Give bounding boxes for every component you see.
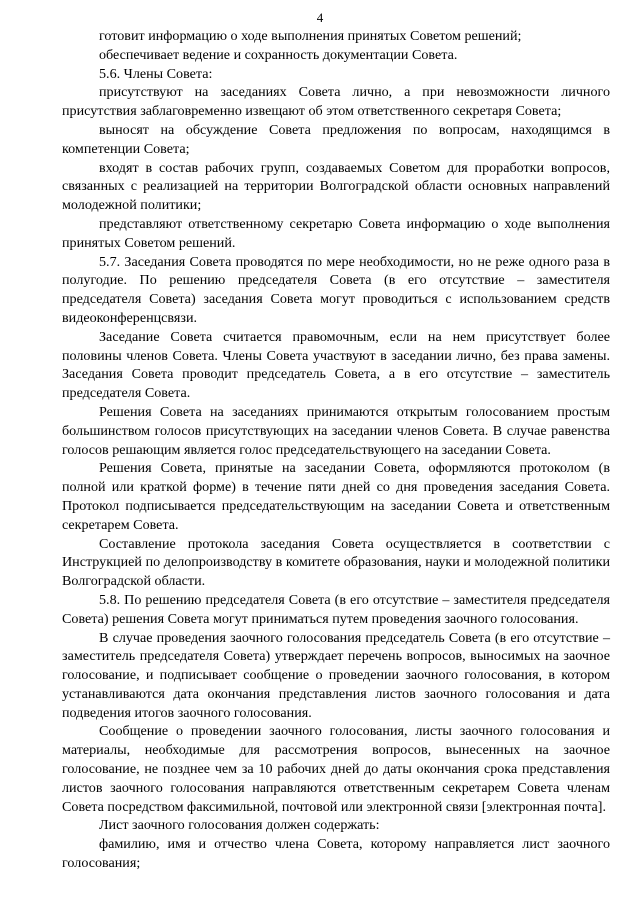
paragraph: готовит информацию о ходе выполнения принятых Советом решений;: [99, 28, 522, 44]
paragraph: выносят на обсуждение Совета предложения по вопросам, находящимся в компетенции Совета;: [62, 121, 610, 157]
document-body: [62, 27, 610, 873]
paragraph: Лист заочного голосования должен содержать:: [99, 817, 380, 834]
section-heading: 5.6. Члены Совета:: [99, 65, 213, 82]
paragraph: Заседание Совета считается правомочным, если на нем присутствует более половины членов Совета. Члены Совета участвуют в заседании лично, без права замены. Заседания Совета проводит председатель Совета, а в его отсутствие – заместитель председателя Совета.: [62, 328, 610, 402]
paragraph: фамилию, имя и отчество члена Совета, которому направляется лист заочного голосования;: [62, 836, 610, 872]
paragraph: Сообщение о проведении заочного голосования, листы заочного голосования и материалы, необходимые для рассмотрения вопросов, вынесенных на заочное голосование, не позднее чем за 10 рабочих дней до даты окончания срока представления листов заочного голосования направляются ответственным секретарем Совета членам Совета посредством факсимильной, почтовой или электронной связи [электронная почта].: [62, 723, 610, 815]
paragraph: Решения Совета, принятые на заседании Совета, оформляются протоколом (в полной или краткой форме) в течение пяти дней со дня проведения заседания Совета. Протокол подписывается председательствующим на заседании Совета и ответственным секретарем Совета.: [62, 460, 610, 533]
paragraph: Решения Совета на заседаниях принимаются открытым голосованием простым большинством голосов присутствующих на заседании членов Совета. В случае равенства голосов решающим является голос председательствующего на заседании Совета.: [62, 403, 610, 458]
paragraph: присутствуют на заседаниях Совета лично, а при невозможности личного присутствия заблаговременно извещают об этом ответственного секретаря Совета;: [62, 84, 610, 120]
paragraph: Составление протокола заседания Совета осуществляется в соответствии с Инструкцией по делопроизводству в комитете образования, науки и молодежной политики Волгоградской области.: [62, 535, 610, 590]
paragraph: обеспечивает ведение и сохранность документации Совета.: [99, 46, 458, 63]
paragraph: входят в состав рабочих групп, создаваемых Советом для проработки вопросов, связанных с реализацией на территории Волгоградской области основных направлений молодежной политики;: [62, 159, 610, 214]
paragraph: 5.7. Заседания Совета проводятся по мере необходимости, но не реже одного раза в полугодие. По решению председателя Совета (в его отсутствие – заместителя председателя Совета) заседания Совета могут проводиться с использованием средств видеоконференцсвязи.: [62, 253, 610, 326]
paragraph: В случае проведения заочного голосования председатель Совета (в его отсутствие – заместитель председателя Совета) утверждает перечень вопросов, выносимых на заочное голосование, и подписывает сообщение о проведении заочного голосования, в котором устанавливаются дата окончания представления листов заочного голосования и дата подведения итогов заочного голосования.: [62, 629, 610, 721]
paragraph: представляют ответственному секретарю Совета информацию о ходе выполнения принятых Советом решений.: [62, 215, 610, 251]
paragraph: 5.8. По решению председателя Совета (в его отсутствие – заместителя председателя Совета) решения Совета могут приниматься путем проведения заочного голосования.: [62, 591, 610, 627]
page-number: 4: [316, 10, 324, 25]
